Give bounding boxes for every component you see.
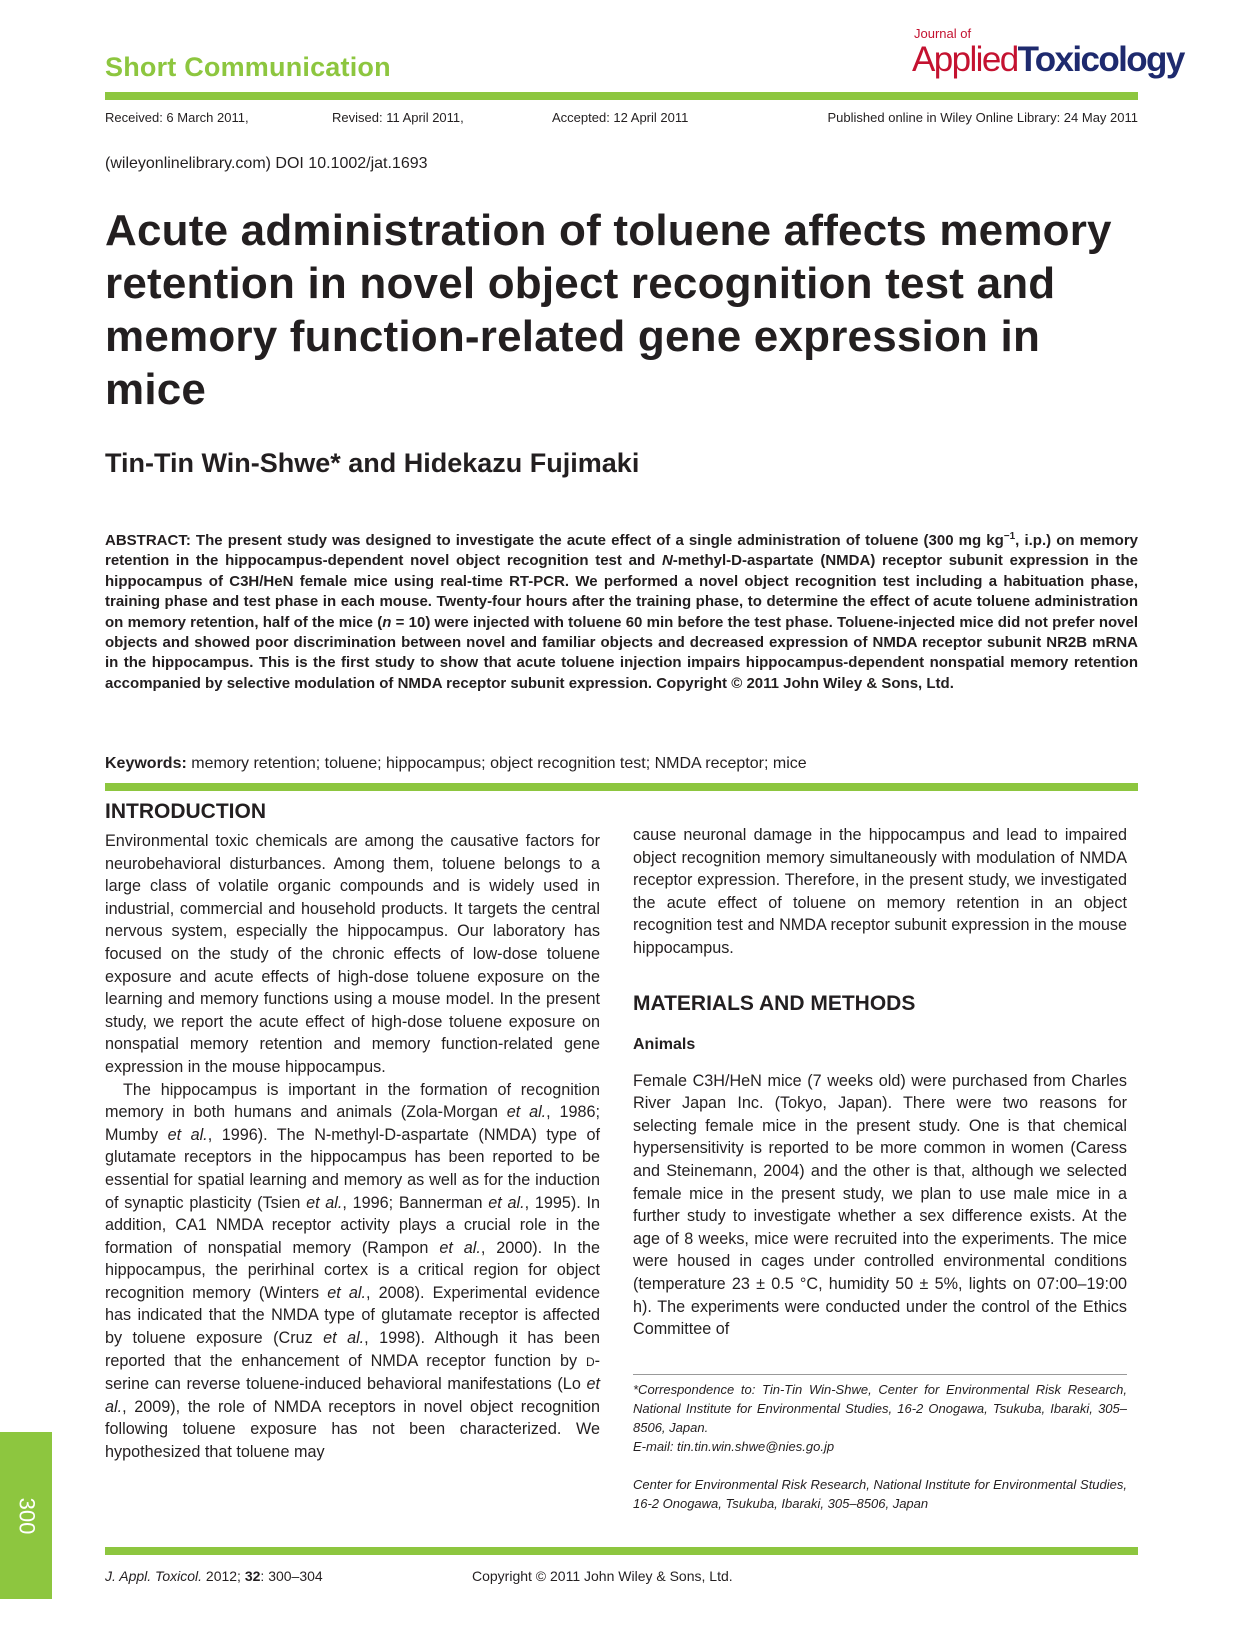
animals-paragraph: Female C3H/HeN mice (7 weeks old) were purchased from Charles River Japan Inc. (Tokyo, Japan). There were two reasons for selecting female mice in the present study. One is that chemical hypersensitivity is reported to be more common in women (Caress and Steinemann, 2004) and the other is that, although we selected female mice in the present study, we plan to use male mice in a further study to investigate whether a sex difference exists. At the age of 8 weeks, mice were recruited into the experiments. The mice were housed in cages under controlled environmental conditions (temperature 23 ± 0.5 °C, humidity 50 ± 5%, lights on 07:00–19:00 h). The experiments were conducted under the control of the Ethics Committee of [633,1071,1127,1339]
citation-journal: J. Appl. Toxicol. [105,1568,203,1584]
et-al: et al. [506,1103,547,1122]
section-label: Short Communication [105,52,391,82]
text-run: , 2008). Experimental evidence has indicated that the NMDA type of glutamate receptor is affected by toluene exposure (Cruz [105,1283,600,1348]
intro-paragraph-1: Environmental toxic chemicals are among the causative factors for neurobehavioral disturbances. Among them, toluene belongs to a large class of volatile organic compounds and is widely used in industrial, commercial and household products. It targets the central nervous system, especially the hippocampus. Our laboratory has focused on the study of the chronic effects of low-dose toluene exposure and acute effects of high-dose toluene exposure on the learning and memory functions using a mouse model. In the present study, we report the acute effect of high-dose toluene exposure on nonspatial memory retention and memory function-related gene expression in the mouse hippocampus. [105,832,600,1076]
footer-citation [105,1568,323,1584]
abstract-superscript: −1 [1003,531,1016,542]
abstract-rule [105,783,1138,791]
et-al: et al. [167,1125,208,1144]
abstract-text: -methyl-D-aspartate (NMDA) receptor subunit expression in the hippocampus of C3H/HeN female mice using real-time RT-PCR. We performed a novel object recognition test including a habituation phase, training phase and test phase in each mouse. Twenty-four hours after the training phase, to determine the effect of acute toluene administration on memory retention, half of the mice ( [105,552,1138,631]
footer-rule [105,1547,1138,1555]
page-number-tab [0,1432,52,1599]
accepted-date: Accepted: 12 April 2011 [552,110,689,125]
citation-volume: 32 [244,1568,261,1584]
et-al: et al. [327,1283,366,1302]
journal-logo-applied: Applied [912,40,1018,79]
journal-logo [912,26,1184,86]
abstract-italic: N [661,552,673,570]
received-date: Received: 6 March 2011, [105,110,249,125]
email-footnote: E-mail: tin.tin.win.shwe@nies.go.jp [633,1439,835,1454]
text-run: , 1986; Mumby [105,1103,600,1144]
journal-logo-small: Journal of [914,26,972,41]
abstract-italic: n [382,613,392,631]
right-column [633,824,1127,1341]
revised-date: Revised: 11 April 2011, [332,110,464,125]
footer-copyright: Copyright © 2011 John Wiley & Sons, Ltd. [472,1568,733,1584]
authors: Tin-Tin Win-Shwe* and Hidekazu Fujimaki [105,448,640,478]
text-run: The hippocampus is important in the formation of recognition memory in both humans and animals (Zola-Morgan [105,1080,600,1122]
doi-line: (wileyonlinelibrary.com) DOI 10.1002/jat.1693 [105,155,428,172]
abstract-text: = 10) were injected with toluene 60 min before the test phase. Toluene-injected mice did not prefer novel objects and showed poor discrimination between novel and familiar objects and decreased expression of NMDA receptor subunit NR2B mRNA in the hippocampus. This is the first study to show that acute toluene injection impairs hippocampus-dependent nonspatial memory retention accompanied by selective modulation of NMDA receptor subunit expression. Copyright © 2011 John Wiley & Sons, Ltd. [105,613,1139,692]
text-run: , 1996; Bannerman [342,1193,489,1212]
introduction-heading: INTRODUCTION [105,800,266,823]
keywords-list: memory retention; toluene; hippocampus; object recognition test; NMDA receptor; mice [186,755,807,772]
affiliation-footnote: Center for Environmental Risk Research, National Institute for Environmental Studies, 16-2 Onogawa, Tsukuba, Ibaraki, 305–8506, Japan [633,1477,1127,1511]
journal-logo-toxicology: Toxicology [1017,40,1184,79]
text-run: , 2009), the role of NMDA receptors in novel object recognition following toluene exposure has not been characterized. We hypothesized that toluene may [105,1397,600,1462]
citation-pages: : 300–304 [260,1568,323,1584]
animals-heading: Animals [633,1035,696,1053]
text-run: -serine can reverse toluene-induced behavioral manifestations (Lo [105,1351,600,1394]
page-number [0,1432,52,1599]
intro-paragraph-2 [105,1079,600,1464]
text-run: , 1995). In addition, CA1 NMDA receptor activity plays a crucial role in the formation of nonspatial memory (Rampon [105,1193,600,1257]
abstract-text: ABSTRACT: The present study was designed to investigate the acute effect of a single administration of toluene (300 mg kg [105,532,1004,549]
abstract-text: , i.p.) on memory retention in the hippocampus-dependent novel object recognition test and [105,532,1138,570]
abstract [105,527,1138,694]
published-date: Published online in Wiley Online Library: 24 May 2011 [827,110,1138,125]
et-al: et al. [105,1375,600,1416]
correspondence-footnote: *Correspondence to: Tin-Tin Win-Shwe, Center for Environmental Risk Research, National Institute for Environmental Studies, 16-2 Onogawa, Tsukuba, Ibaraki, 305–8506, Japan. [633,1382,1127,1435]
citation-year: 2012; [202,1568,245,1584]
et-al: et al. [323,1329,365,1348]
small-caps-d: D [585,1354,595,1369]
intro-paragraph-continued: cause neuronal damage in the hippocampus and lead to impaired object recognition memory simultaneously with modulation of NMDA receptor expression. Therefore, in the present study, we investigated the acute effect of toluene on memory retention in an object recognition test and NMDA receptor subunit expression in the mouse hippocampus. [633,826,1127,957]
text-run: , 1996). The N-methyl-D-aspartate (NMDA) type of glutamate receptors in the hippocampus has been reported to be essential for spatial learning and memory as well as for the induction of synaptic plasticity (Tsien [105,1125,600,1212]
keywords-label: Keywords: [105,755,187,772]
footnote-rule [633,1374,1127,1375]
keywords [105,755,1138,773]
text-run: , 2000). In the hippocampus, the perirhinal cortex is a critical region for object recognition memory (Winters [105,1238,600,1302]
journal-logo-name [912,40,1184,80]
et-al: et al. [439,1238,481,1257]
header-rule [105,92,1138,100]
page-number-text: 300 [14,1497,39,1534]
et-al: et al. [488,1193,525,1212]
et-al: et al. [306,1193,343,1212]
left-column [105,800,600,1464]
methods-heading: MATERIALS AND METHODS [633,991,916,1015]
text-run: , 1998). Although it has been reported that the enhancement of NMDA receptor function by [105,1329,600,1370]
article-title: Acute administration of toluene affects memory retention in novel object recognition test and memory function-related gene expression in mice [105,206,1112,414]
